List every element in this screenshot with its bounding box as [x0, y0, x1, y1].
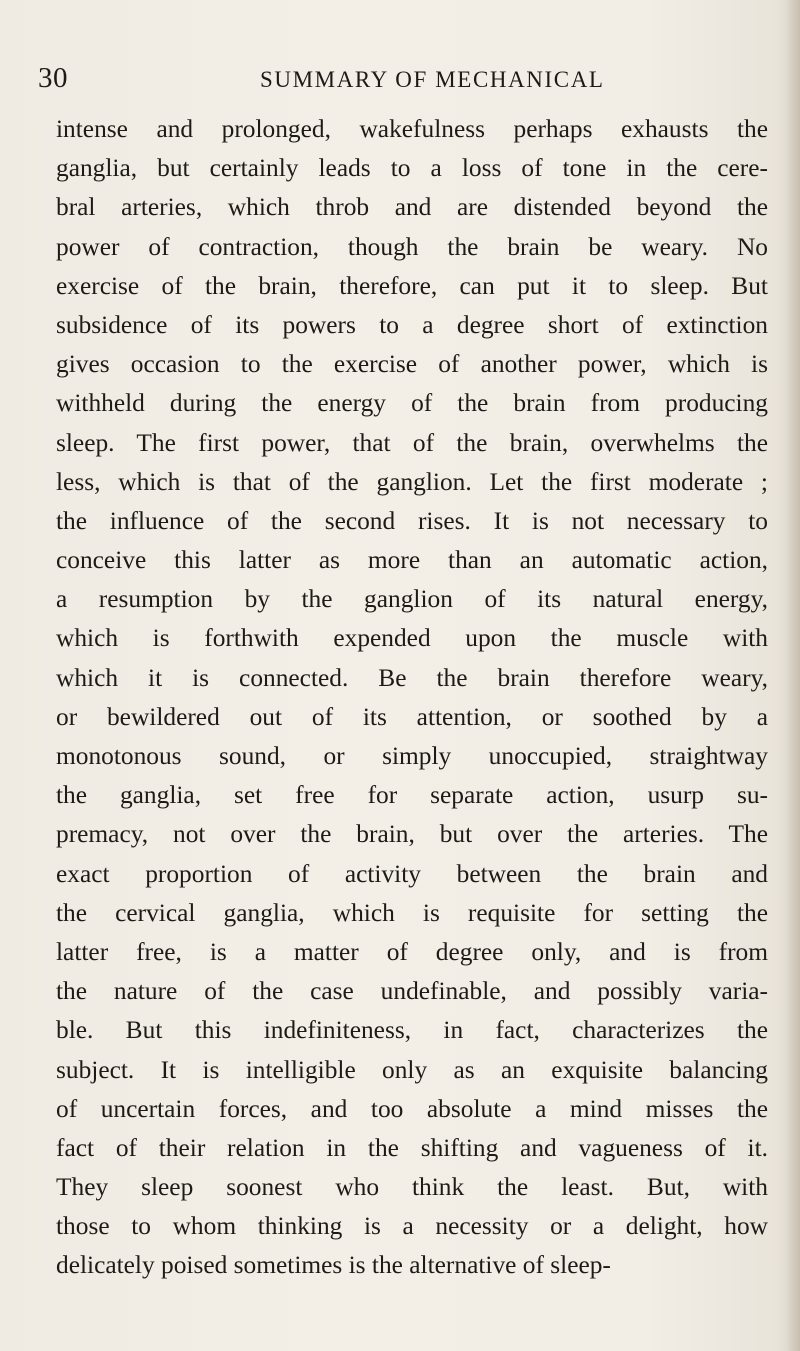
running-head: SUMMARY OF MECHANICAL	[260, 67, 605, 92]
page-header	[38, 58, 758, 98]
text-line: or bewildered out of its attention, or soothed by a	[56, 702, 768, 731]
page-edge-shadow	[786, 0, 800, 1351]
text-line: subsidence of its powers to a degree short of extinction	[56, 310, 768, 339]
text-line: conceive this latter as more than an automatic action,	[56, 546, 768, 575]
text-line: ganglia, but certainly leads to a loss of tone in the cere-	[56, 154, 768, 183]
text-line: power of contraction, though the brain be weary. No	[56, 232, 768, 261]
text-line: which it is connected. Be the brain therefore weary,	[56, 663, 768, 692]
text-line: sleep. The first power, that of the brain, overwhelms the	[56, 428, 768, 457]
text-line: They sleep soonest who think the least. But, with	[56, 1173, 768, 1202]
text-line: fact of their relation in the shifting and vagueness of it.	[56, 1133, 768, 1162]
text-line: withheld during the energy of the brain from producing	[56, 389, 768, 418]
text-line: a resumption by the ganglion of its natural energy,	[56, 585, 768, 614]
text-line: ble. But this indefiniteness, in fact, characterizes the	[56, 1016, 768, 1045]
text-line: the nature of the case undefinable, and possibly varia-	[56, 977, 768, 1006]
text-line: those to whom thinking is a necessity or a delight, how	[56, 1212, 768, 1241]
text-line: the influence of the second rises. It is not necessary to	[56, 506, 768, 535]
text-line: premacy, not over the brain, but over the arteries. The	[56, 820, 768, 849]
text-line: less, which is that of the ganglion. Let the first moderate ;	[56, 467, 768, 496]
text-line: which is forthwith expended upon the muscle with	[56, 624, 768, 653]
text-line: delicately poised sometimes is the alternative of sleep-	[56, 1251, 611, 1280]
text-line: exercise of the brain, therefore, can put it to sleep. But	[56, 271, 768, 300]
text-line: bral arteries, which throb and are distended beyond the	[56, 193, 768, 222]
text-line: intense and prolonged, wakefulness perhaps exhausts the	[56, 115, 768, 143]
page-number: 30	[38, 62, 68, 94]
text-line: of uncertain forces, and too absolute a mind misses the	[56, 1094, 768, 1123]
text-line: the ganglia, set free for separate action, usurp su-	[56, 781, 768, 810]
text-line: exact proportion of activity between the brain and	[56, 859, 768, 888]
text-line: monotonous sound, or simply unoccupied, straightway	[56, 742, 768, 770]
text-line: gives occasion to the exercise of another power, which is	[56, 350, 768, 379]
text-line: the cervical ganglia, which is requisite for setting the	[56, 898, 768, 927]
body-text	[56, 110, 768, 1286]
text-line: subject. It is intelligible only as an exquisite balancing	[56, 1055, 768, 1084]
text-line: latter free, is a matter of degree only, and is from	[56, 937, 768, 966]
